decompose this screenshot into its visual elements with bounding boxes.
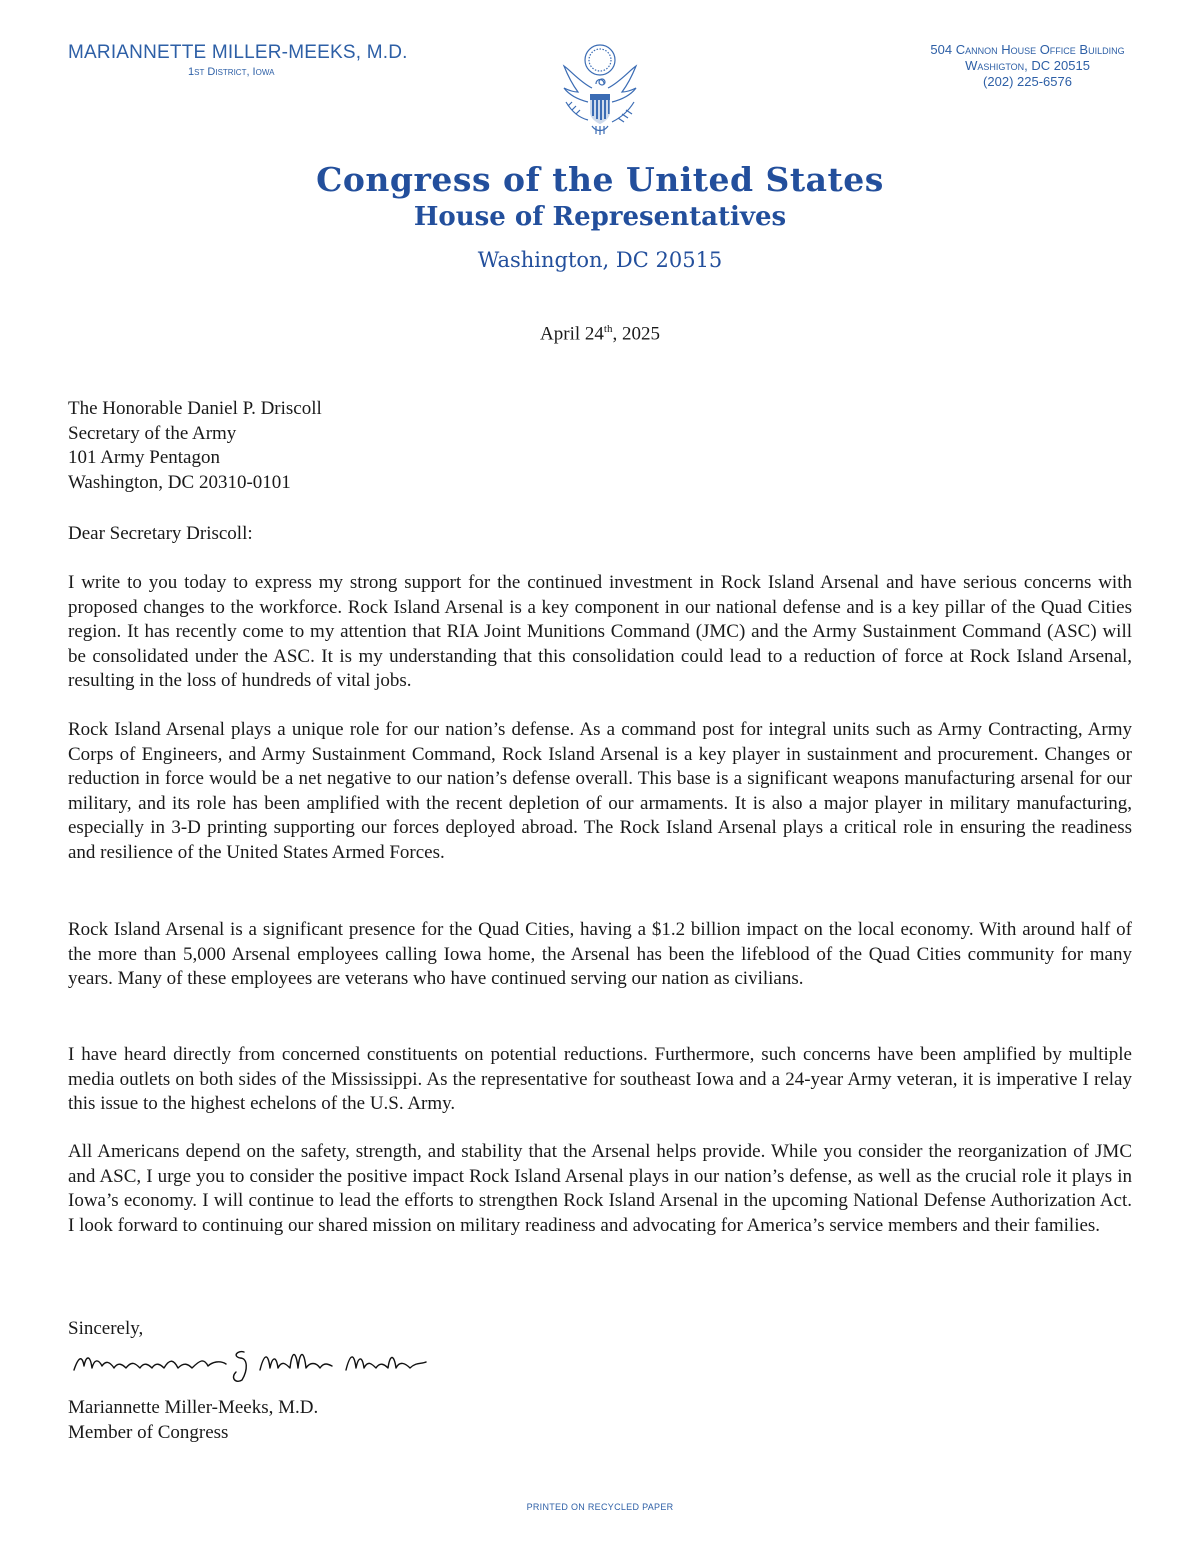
letterhead-office-block: [900, 42, 1155, 90]
signature-block: [68, 1396, 1132, 1445]
letter-date: [0, 323, 1200, 345]
body-paragraph: I have heard directly from concerned constituents on potential reductions. Furthermore, such concerns have been amplified by multiple media outlets on both sides of the Mississippi. As the representative for southeast Iowa and a 24-year Army veteran, it is imperative I relay this issue to the highest echelons of the U.S. Army.: [68, 1044, 1132, 1114]
recipient-line: Secretary of the Army: [68, 422, 237, 444]
recipient-line: 101 Army Pentagon: [68, 447, 220, 468]
body-paragraph: Rock Island Arsenal is a significant presence for the Quad Cities, having a $1.2 billion impact on the local economy. With around half of the more than 5,000 Arsenal employees calling Iowa home, the Arsenal has been the lifeblood of the Quad Cities community for many years. Many of these employees are veterans who have continued serving our nation as civilians.: [68, 919, 1132, 989]
closing: Sincerely,: [68, 1318, 144, 1339]
body-paragraph: Rock Island Arsenal plays a unique role for our nation’s defense. As a command post for integral units such as Army Contracting, Army Corps of Engineers, and Army Sustainment Command, Rock Island Arsenal is a key player in sustainment and procurement. Changes or reduction in force would be a net negative to our nation’s defense overall. This base is a significant weapons manufacturing arsenal for our military, and its role has been amplified with the recent depletion of our armaments. It is also a major player in military manufacturing, especially in 3-D printing supporting our forces deployed abroad. The Rock Island Arsenal plays a critical role in ensuring the readiness and resilience of the United States Armed Forces.: [68, 719, 1132, 863]
body-paragraph: All Americans depend on the safety, strength, and stability that the Arsenal helps provide. While you consider the reorganization of JMC and ASC, I urge you to consider the positive impact Rock Island Arsenal plays in our nation’s defense, as well as the crucial role it plays in Iowa’s economy. I will continue to lead the efforts to strengthen Rock Island Arsenal in the upcoming National Defense Authorization Act. I look forward to continuing our shared mission on military readiness and advocating for America’s service members and their families.: [68, 1141, 1132, 1236]
letterhead-title-city: Washington, DC 20515: [477, 248, 723, 272]
signer-name: Mariannette Miller-Meeks, M.D.: [68, 1397, 319, 1418]
letterhead-title-congress: Congress of the United States: [316, 160, 884, 199]
letterhead-member-block: [68, 41, 428, 79]
member-district: 1st District, Iowa: [188, 66, 275, 78]
recipient-address: [68, 397, 1132, 495]
office-address-line1: 504 Cannon House Office Building: [930, 42, 1125, 57]
date-month-day: April 24: [540, 323, 604, 345]
office-phone: (202) 225-6576: [983, 74, 1072, 89]
handwritten-signature: [70, 1340, 430, 1384]
recipient-line: Washington, DC 20310-0101: [68, 471, 291, 493]
office-address-line2: Washigton, DC 20515: [965, 58, 1090, 73]
body-paragraph: I write to you today to express my strong support for the continued investment in Rock Island Arsenal and have serious concerns with proposed changes to the workforce. Rock Island Arsenal is a key component in our national defense and is a key pillar of the Quad Cities region. It has recently come to my attention that RIA Joint Munitions Command (JMC) and the Army Sustainment Command (ASC) will be consolidated under the ASC. It is my understanding that this consolidation could lead to a reduction of force at Rock Island Arsenal, resulting in the loss of hundreds of vital jobs.: [68, 572, 1132, 691]
member-name: MARIANNETTE MILLER-MEEKS, M.D.: [68, 42, 408, 63]
date-suffix: th: [603, 323, 613, 335]
recycled-paper-notice: PRINTED ON RECYCLED PAPER: [526, 1502, 674, 1512]
signer-title: Member of Congress: [68, 1421, 229, 1443]
date-year: , 2025: [612, 323, 660, 345]
salutation: Dear Secretary Driscoll:: [68, 523, 253, 544]
great-seal-eagle-icon: [552, 40, 648, 140]
letterhead-title-house: House of Representatives: [413, 202, 787, 232]
recipient-line: The Honorable Daniel P. Driscoll: [68, 398, 322, 419]
